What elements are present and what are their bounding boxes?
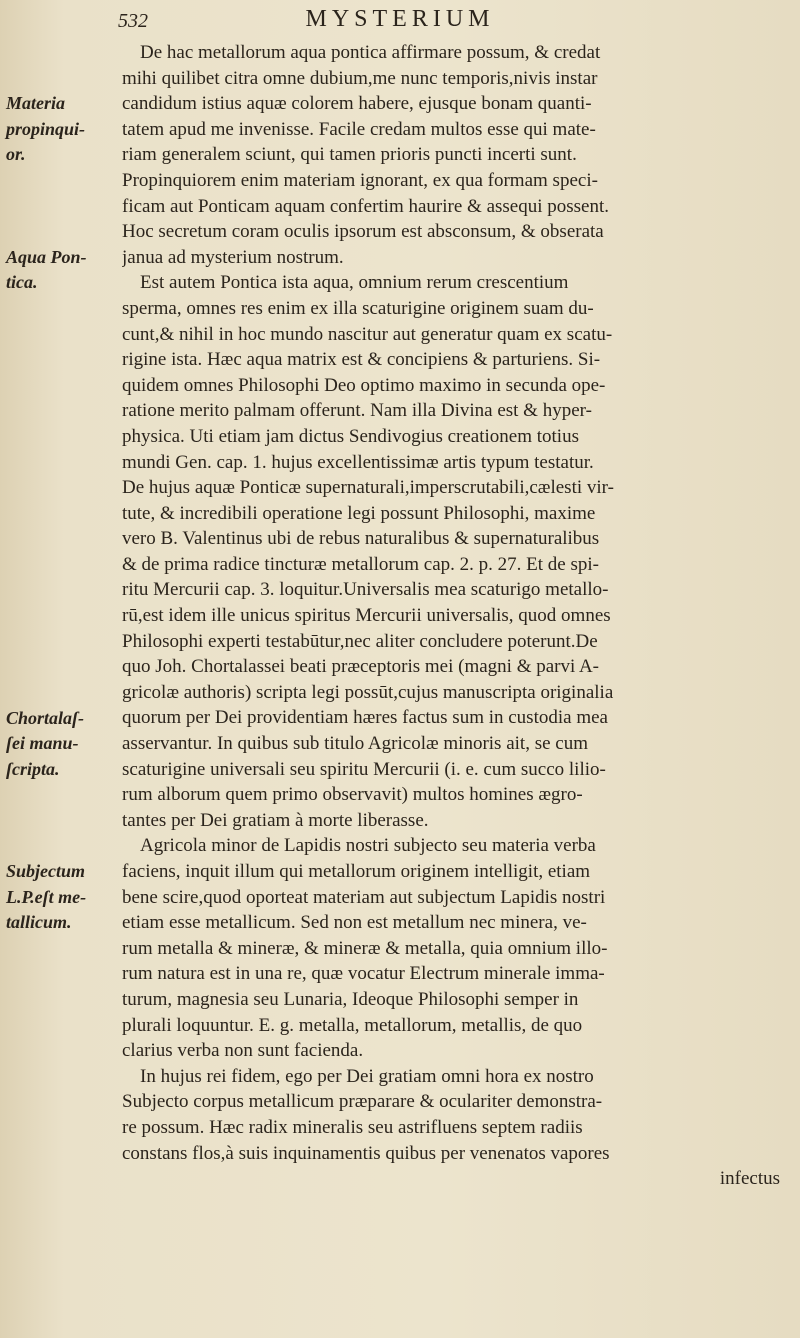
text-line: candidum istius aquæ colorem habere, ejusque bonam quanti- <box>122 93 592 115</box>
text-line: Propinquiorem enim materiam ignorant, ex qua formam speci- <box>122 169 598 191</box>
running-title: MYSTERIUM <box>305 6 495 32</box>
text-line: turum, magnesia seu Lunaria, Ideoque Philosophi semper in <box>122 988 579 1010</box>
text-line: mihi quilibet citra omne dubium,me nunc temporis,nivis instar <box>122 67 598 89</box>
text-line: tute, & incredibili operatione legi possunt Philosophi, maxime <box>122 502 596 524</box>
text-line: rum natura est in una re, quæ vocatur Electrum minerale imma- <box>122 963 605 985</box>
body-text <box>122 40 790 1192</box>
text-line: Subjecto corpus metallicum præparare & oculariter demonstra- <box>122 1091 603 1113</box>
text-line: bene scire,quod oporteat materiam aut subjectum Lapidis nostri <box>122 886 606 908</box>
text-line: ritu Mercurii cap. 3. loquitur.Universalis mea scaturigo metallo- <box>122 579 609 601</box>
text-line: gricolæ authoris) scripta legi possūt,cujus manuscripta originalia <box>122 681 614 703</box>
margin-note: ſei manu- <box>6 733 79 754</box>
text-line: Philosophi experti testabūtur,nec aliter concludere poterunt.De <box>122 630 598 652</box>
text-line: quo Joh. Chortalassei beati præceptoris mei (magni & parvi A- <box>122 656 600 678</box>
text-line: quorum per Dei providentiam hæres factus sum in custodia mea <box>122 707 608 729</box>
text-line: quidem omnes Philosophi Deo optimo maximo in secunda ope- <box>122 374 606 396</box>
text-line: & de prima radice tincturæ metallorum cap. 2. p. 27. Et de spi- <box>122 553 599 575</box>
text-line: constans flos,à suis inquinamentis quibus per venenatos vapores <box>122 1142 610 1164</box>
text-line: infectus <box>719 1168 780 1190</box>
text-line: In hujus rei fidem, ego per Dei gratiam omni hora ex nostro <box>140 1065 594 1087</box>
margin-note: L.P.eſt me- <box>6 886 87 907</box>
margin-note: Aqua Pon- <box>6 246 87 267</box>
text-line: vero B. Valentinus ubi de rebus naturalibus & supernaturalibus <box>122 528 600 550</box>
text-line: rum metalla & mineræ, & mineræ & metalla, quia omnium illo- <box>122 937 608 959</box>
text-line: physica. Uti etiam jam dictus Sendivogius creationem totius <box>122 425 579 447</box>
margin-note: Chortalaſ- <box>6 707 85 728</box>
text-line: Hoc secretum coram oculis ipsorum est absconsum, & obserata <box>122 221 604 243</box>
text-line: clarius verba non sunt facienda. <box>122 1040 364 1062</box>
page-header <box>0 4 800 36</box>
text-line: etiam esse metallicum. Sed non est metallum nec minera, ve- <box>122 912 587 934</box>
text-line: mundi Gen. cap. 1. hujus excellentissimæ artis typum testatur. <box>122 451 594 473</box>
text-line: De hac metallorum aqua pontica affirmare possum, & credat <box>140 42 601 63</box>
text-line: ratione merito palmam offerunt. Nam illa Divina est & hyper- <box>122 400 592 422</box>
margin-note: ſcripta. <box>6 758 60 779</box>
text-line: scaturigine universali seu spiritu Mercurii (i. e. cum succo lilio- <box>122 758 606 780</box>
text-line: asservantur. In quibus sub titulo Agricolæ minoris ait, se cum <box>122 733 588 755</box>
margin-note: or. <box>6 144 26 165</box>
margin-note: tica. <box>6 272 38 293</box>
text-line: plurali loquuntur. E. g. metalla, metallorum, metallis, de quo <box>122 1014 583 1036</box>
margin-note: tallicum. <box>6 912 72 933</box>
text-line: tatem apud me invenisse. Facile credam multos esse qui mate- <box>122 118 596 140</box>
text-line: tantes per Dei gratiam à morte liberasse. <box>122 809 429 831</box>
text-line: rū,est idem ille unicus spiritus Mercurii universalis, quod omnes <box>122 605 611 627</box>
text-line: riam generalem sciunt, qui tamen prioris puncti incerti sunt. <box>122 144 577 166</box>
text-line: rigine ista. Hæc aqua matrix est & concipiens & parturiens. Si- <box>122 349 601 371</box>
text-line: De hujus aquæ Ponticæ supernaturali,imperscrutabili,cælesti vir- <box>122 477 614 499</box>
text-line: re possum. Hæc radix mineralis seu astrifluens septem radiis <box>122 1116 583 1138</box>
text-line: Agricola minor de Lapidis nostri subjecto seu materia verba <box>140 835 596 857</box>
page-number: 532 <box>118 10 148 32</box>
text-line: cunt,& nihil in hoc mundo nascitur aut generatur quam ex scatu- <box>122 323 613 345</box>
text-line: janua ad mysterium nostrum. <box>122 246 344 268</box>
text-line: ficam aut Ponticam aquam confertim haurire & assequi possent. <box>122 195 609 217</box>
margin-note: Subjectum <box>6 861 86 882</box>
text-line: sperma, omnes res enim ex illa scaturigine originem suam du- <box>122 297 594 319</box>
text-line: rum alborum quem primo observavit) multos homines ægro- <box>122 784 583 806</box>
text-line: faciens, inquit illum qui metallorum originem intelligit, etiam <box>122 861 591 882</box>
text-line: Est autem Pontica ista aqua, omnium rerum crescentium <box>140 272 569 294</box>
margin-note: Materia <box>6 93 66 114</box>
margin-note: propinqui- <box>6 118 86 139</box>
